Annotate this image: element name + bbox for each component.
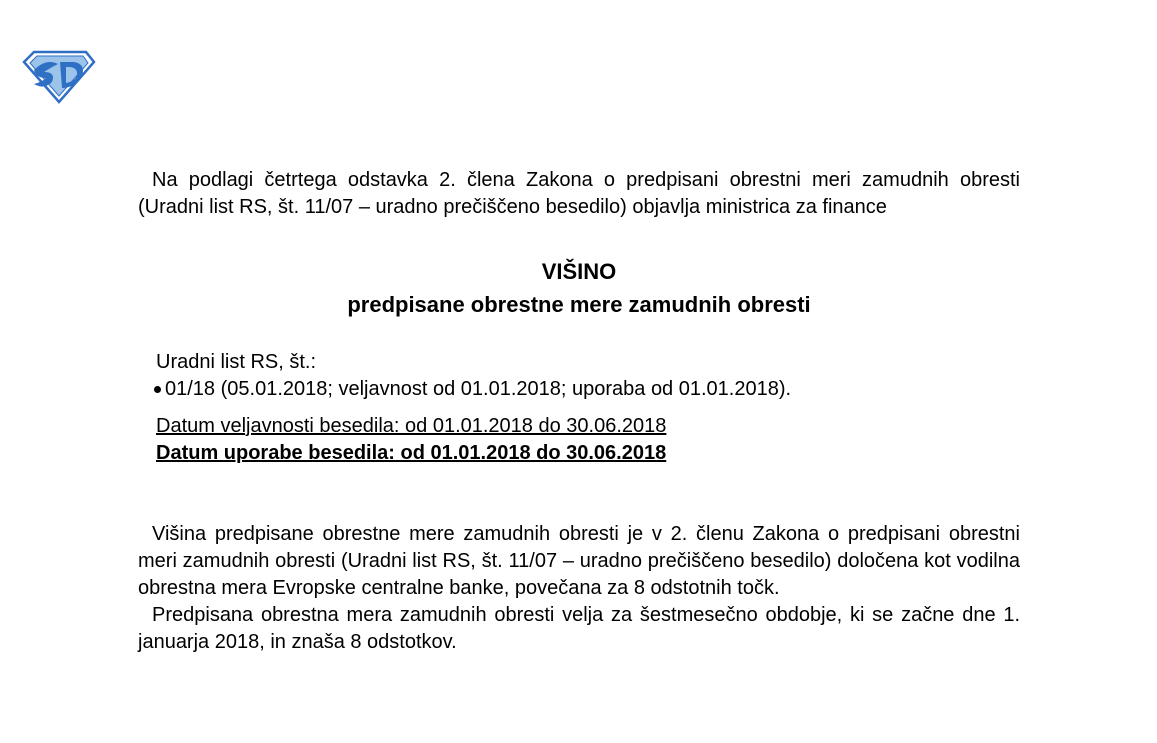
validity-date: Datum veljavnosti besedila: od 01.01.2018 do 30.06.2018 [156, 415, 667, 437]
application-date: Datum uporabe besedila: od 01.01.2018 do 30.06.2018 [156, 442, 667, 464]
gazette-item-text: 01/18 (05.01.2018; veljavnost od 01.01.2018; uporaba od 01.01.2018). [165, 378, 792, 400]
main-text [138, 521, 1020, 656]
dates-block [138, 413, 1020, 467]
gazette-label: Uradni list RS, št.: [156, 351, 317, 373]
document-title [138, 255, 1020, 321]
gazette-item [138, 376, 1020, 403]
body-paragraph-1: Višina predpisane obrestne mere zamudnih obresti je v 2. členu Zakona o predpisani obrestni meri zamudnih obresti (Uradni list RS, št. 11/07 – uradno prečiščeno besedilo) določena kot vodilna obrestna mera Evropske centralne banke, povečana za 8 odstotnih točk. [138, 523, 1020, 599]
title-line-1: VIŠINO [541, 259, 617, 284]
document-body [138, 167, 1020, 656]
title-line-2: predpisane obrestne mere zamudnih obresti [347, 292, 811, 317]
intro-paragraph: Na podlagi četrtega odstavka 2. člena Zakona o predpisani obrestni meri zamudnih obresti (Uradni list RS, št. 11/07 – uradno prečiščeno besedilo) objavlja ministrica za finance [138, 169, 1020, 218]
bullet-icon [154, 386, 161, 393]
sd-shield-logo-icon [22, 50, 96, 104]
body-paragraph-2: Predpisana obrestna mera zamudnih obresti velja za šestmesečno obdobje, ki se začne dne 1. januarja 2018, in znaša 8 odstotkov. [138, 604, 1020, 653]
